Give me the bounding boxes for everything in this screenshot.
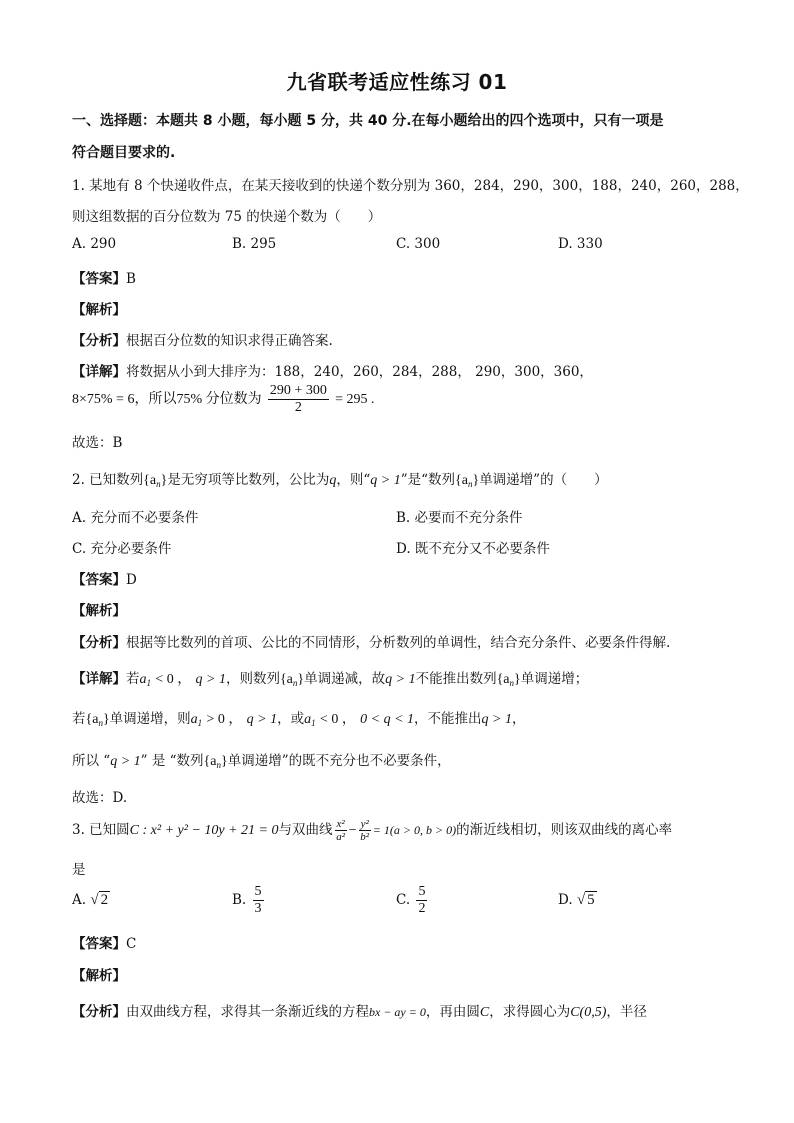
frac-y [359, 818, 371, 843]
t: < 0 ， [155, 672, 192, 687]
q1-fenxi-line [72, 329, 333, 349]
answer-label: 【答案】 [72, 936, 126, 952]
q1-option-c: C. 300 [396, 236, 441, 252]
frac-x-den: a² [336, 831, 346, 843]
t: B. [232, 892, 247, 908]
t: 单调递增”的既不充分也不必要条件， [227, 753, 451, 769]
analysis-label: 【解析】 [72, 968, 126, 984]
q2-detail-1 [72, 667, 588, 688]
q3-option-c [396, 884, 429, 917]
q2-text-4: ”是“数列 [400, 472, 456, 488]
q1-calc-line [72, 383, 375, 416]
t: q > 1 [110, 754, 141, 769]
t: 0 < q < 1 [360, 712, 415, 727]
t: 单调递增； [520, 671, 589, 687]
t: 不能推出数列 [415, 671, 497, 687]
q2-answer-line [72, 568, 137, 588]
q1-frac-den: 2 [294, 400, 302, 415]
seq-open: {a [143, 473, 157, 488]
a1: $a_1$ [190, 712, 203, 728]
t: − [348, 823, 357, 838]
seq: $\{a_n\}$ [496, 672, 521, 688]
seq-a-2: $\{a_n\}$ [455, 473, 480, 489]
t: q > 1 [246, 712, 278, 727]
a1: $a_1$ [304, 712, 316, 728]
t: 3. 已知圆 [72, 822, 130, 838]
analysis-label: 【解析】 [72, 302, 126, 318]
t: C [479, 1005, 490, 1020]
page-title: 九省联考适应性练习 01 [286, 70, 508, 94]
q2-detail-3 [72, 749, 451, 770]
a1-var: a [139, 672, 147, 687]
q1-calc-b: = 295 . [335, 392, 375, 407]
sqrt-5: √ 5 [576, 892, 595, 908]
fenxi-label: 【分析】 [72, 635, 126, 651]
t: 5 [254, 884, 262, 899]
q1-frac-num: 290 + 300 [269, 383, 327, 398]
q1-fraction [268, 383, 329, 416]
t: 所以 “ [72, 753, 111, 769]
q2-option-c: C. 充分必要条件 [72, 541, 172, 557]
hyperbola-eq: = 1(a > 0, b > 0) [372, 823, 457, 837]
t: ，求得圆心为 [489, 1004, 571, 1020]
t: 2 [418, 901, 426, 916]
a1: $a_1$ [139, 672, 151, 688]
q2-fenxi-line [72, 631, 670, 651]
t: ，半径 [606, 1004, 647, 1020]
section-heading-cont: 符合题目要求的. [72, 145, 176, 161]
q1-stem-cont: 则这组数据的百分位数为 75 的快递个数为（ ） [72, 209, 382, 225]
t: 若 [126, 671, 140, 687]
q3-analysis-label [72, 964, 126, 984]
t: 的渐近线相切，则该双曲线的离心率 [456, 822, 673, 838]
t: 3 [254, 901, 262, 916]
frac-5-2 [416, 884, 427, 917]
q1-fenxi: 根据百分位数的知识求得正确答案. [126, 333, 333, 349]
t: ，则数列 [225, 671, 280, 687]
a1-var: a [190, 712, 198, 727]
q3-stem [72, 818, 672, 843]
q2-text-5: 单调递增”的（ ） [479, 472, 608, 488]
q1-option-a: A. 290 [72, 236, 117, 252]
q2-detail-2 [72, 707, 525, 728]
q3-answer-line [72, 932, 136, 952]
q2-text-1: 2. 已知数列 [72, 472, 144, 488]
t: 单调递增，则 [109, 711, 191, 727]
detail-label: 【详解】 [72, 364, 126, 380]
t: q > 1 [481, 712, 512, 727]
t: q > 1 [195, 672, 226, 687]
q3-option-d [558, 892, 597, 909]
t: < 0 ， [319, 712, 356, 727]
t: 5 [418, 884, 426, 899]
a1-var: a [304, 712, 312, 727]
center: C(0,5) [570, 1005, 607, 1020]
q1-choose: 故选：B [72, 435, 123, 451]
q3-stem-cont: 是 [72, 862, 86, 878]
t: 由双曲线方程，求得其一条渐近线的方程 [126, 1004, 369, 1020]
circle-c: C [129, 823, 140, 838]
seq: $\{a_n\}$ [279, 672, 305, 688]
fenxi-label: 【分析】 [72, 1004, 126, 1020]
q2-option-a: A. 充分而不必要条件 [72, 510, 199, 526]
q2-choose: 故选：D. [72, 790, 128, 806]
sqrt-2: √ 2 [90, 892, 109, 908]
t: ，或 [277, 711, 305, 727]
q2-cond: q > 1 [370, 473, 401, 488]
q2-option-b: B. 必要而不充分条件 [396, 510, 523, 526]
q2-text-3: ，则“ [336, 472, 371, 488]
fenxi-label: 【分析】 [72, 333, 126, 349]
t: ， [511, 711, 526, 727]
t: ，再由圆 [425, 1004, 480, 1020]
q3-option-b [232, 884, 266, 917]
q2-answer: D [126, 572, 137, 588]
t: 若 [72, 711, 86, 727]
q1-option-b: B. 295 [232, 236, 277, 252]
q1-calc-a: 8×75% = 6，所以75% 分位数为 [72, 392, 262, 407]
seq: $\{a_n\}$ [85, 712, 110, 728]
answer-label: 【答案】 [72, 572, 126, 588]
detail-label: 【详解】 [72, 671, 126, 687]
t: ，不能推出 [414, 711, 482, 727]
sqrt-5-val: 5 [587, 892, 595, 908]
seq: $\{a_n\}$ [203, 754, 228, 770]
q1-detail: 将数据从小到大排序为：188，240，260，284，288， 290，300，360， [126, 364, 593, 380]
t: D. [558, 892, 573, 908]
q3-option-a [72, 892, 110, 909]
circle-equation: : x² + y² − 10y + 21 = 0 [139, 823, 279, 838]
q2-stem [72, 468, 608, 489]
asymptote: bx − ay = 0 [369, 1005, 426, 1019]
frac-x-num: x² [336, 818, 345, 830]
q3-fenxi-line [72, 1000, 647, 1021]
q2-fenxi: 根据等比数列的首项、公比的不同情形，分析数列的单调性，结合充分条件、必要条件得解. [126, 635, 671, 651]
t: > 0 ， [206, 712, 243, 727]
q1-option-d: D. 330 [558, 236, 603, 252]
t: A. [72, 892, 87, 908]
analysis-label: 【解析】 [72, 603, 126, 619]
seq-a: $\{a_n\}$ [143, 473, 168, 489]
q1-detail-line [72, 360, 593, 380]
q1-analysis-label [72, 298, 126, 318]
q1-answer-line [72, 267, 136, 287]
frac-5-3 [253, 884, 264, 917]
q1-stem: 1. 某地有 8 个快递收件点，在某天接收到的快递个数分别为 360，284，290，300，188，240，260，288， [72, 178, 749, 194]
section-heading: 一、选择题：本题共 8 小题，每小题 5 分，共 40 分.在每小题给出的四个选项中，只有一项是 [72, 113, 664, 129]
q2-option-d: D. 既不充分又不必要条件 [396, 541, 550, 557]
t: 单调递减，故 [304, 671, 386, 687]
q1-answer: B [126, 271, 136, 287]
t: C. [396, 892, 411, 908]
t: 与双曲线 [278, 822, 333, 838]
frac-x [335, 818, 347, 843]
q2-text-2: 是无穷项等比数列，公比为 [167, 472, 330, 488]
t: ” 是 “数列 [140, 753, 204, 769]
frac-y-den: b² [360, 831, 370, 843]
frac-y-num: y² [360, 818, 369, 830]
q2-analysis-label [72, 599, 126, 619]
sqrt-2-val: 2 [100, 892, 109, 908]
q2-q: q [329, 473, 337, 488]
answer-label: 【答案】 [72, 271, 126, 287]
t: q > 1 [385, 672, 416, 687]
q3-answer: C [126, 936, 137, 952]
